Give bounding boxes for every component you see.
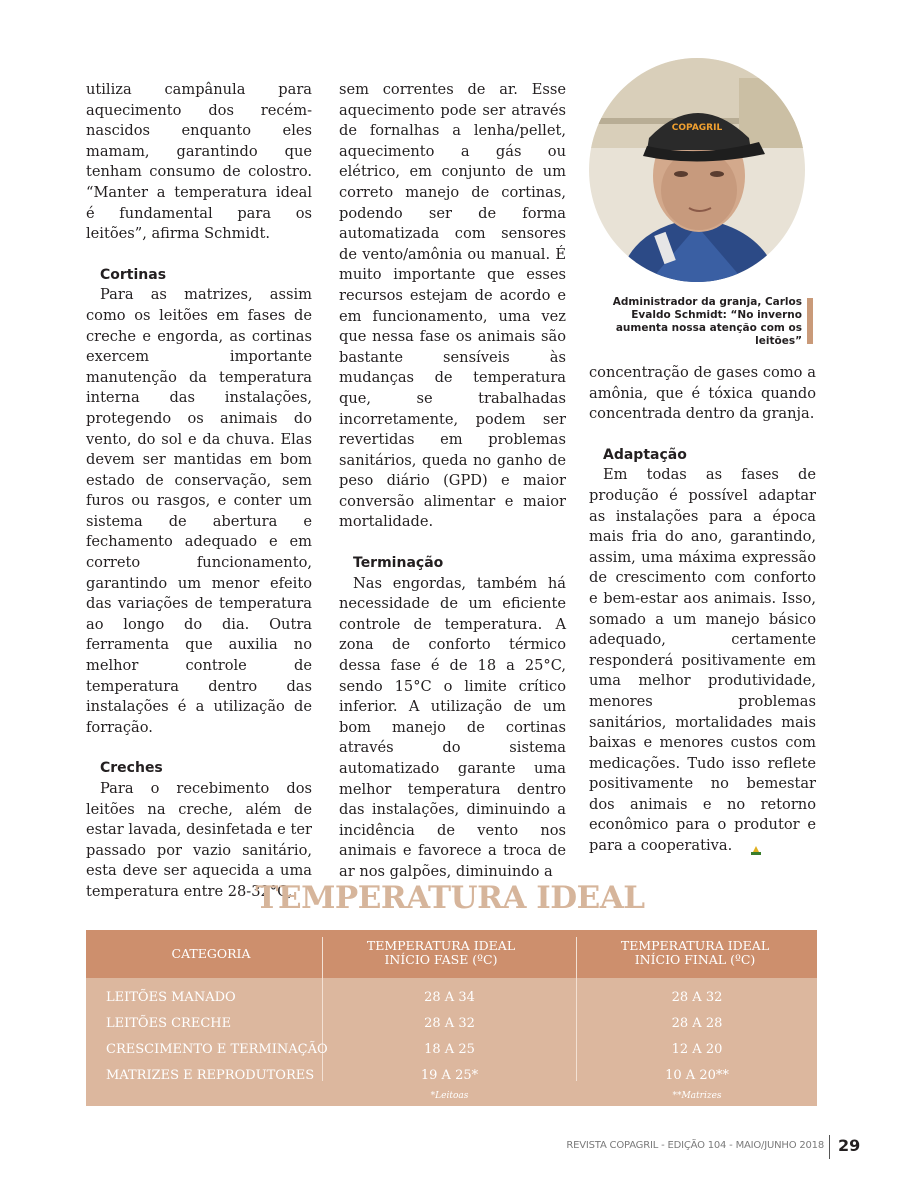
paragraph: sem correntes de ar. Esse aquecimento pode ser através de fornalhas a lenha/pellet, aquecimento a gás ou elétrico, em conjunto de um correto manejo de cortinas, podendo ser de forma automatizada com sensores de vento/amônia ou manual. É muito importante que esses recursos estejam de acordo e em funcionamento, uma vez que nessa fase os animais são bastante sensíveis às mudanças de temperatura que, se trabalhadas incorretamente, podem ser revertidas em problemas sanitários, queda no ganho de peso diário (GPD) e maior conversão alimentar e maior mortalidade. — [339, 81, 566, 531]
header-inicio-fase: TEMPERATURA IDEAL INÍCIO FASE (ºC) — [366, 938, 516, 967]
paragraph: Para o recebimento dos leitões na creche, além de estar lavada, desinfetada e ter passado por vazio sanitário, esta deve ser aquecida a uma temperatura entre 28-32°C, — [86, 780, 312, 900]
row-value: 28 A 28 — [671, 1016, 723, 1031]
page-number: 29 — [838, 1136, 861, 1155]
row-value: 28 A 32 — [671, 990, 723, 1005]
end-of-article-icon — [737, 841, 747, 851]
row-value: 18 A 25 — [424, 1042, 475, 1057]
table-title: TEMPERATURA IDEAL — [255, 880, 645, 916]
cap-logo-text: COPAGRIL — [671, 123, 723, 133]
paragraph: Em todas as fases de produção é possível adaptar as instalações para a época mais fria do ano, garantindo, assim, uma máxima expressão de crescimento com conforto e bem-estar aos animais. Isso, somado a um manejo básico adequado, certamente responderá positivamente em uma melhor produtividade, menores problemas sanitários, mortalidades mais baixas e menores custos com medicações. Tudo isso reflete positivamente no bemestar dos animais e no retorno econômico para o produtor e para a cooperativa. — [589, 466, 816, 855]
row-value: 12 A 20 — [671, 1042, 723, 1057]
caption-accent-bar — [807, 298, 813, 344]
row-value: 10 A 20** — [665, 1068, 729, 1083]
paragraph: concentração de gases como a amônia, que é tóxica quando concentrada dentro da granja. — [589, 364, 816, 423]
column-divider — [322, 937, 323, 1081]
portrait-photo — [589, 58, 805, 282]
row-value: 19 A 25* — [420, 1068, 479, 1083]
header-inicio-final: TEMPERATURA IDEAL INÍCIO FINAL (ºC) — [620, 938, 770, 967]
row-value: 28 A 32 — [424, 1016, 475, 1031]
table-footnote: *Leitoas — [430, 1091, 469, 1101]
column-divider — [576, 937, 577, 1081]
row-value: 28 A 34 — [424, 990, 475, 1005]
section-heading-terminacao: Terminação — [353, 555, 444, 572]
row-label: MATRIZES E REPRODUTORES — [106, 1068, 315, 1083]
photo-caption: Administrador da granja, Carlos Evaldo Schmidt: “No inverno aumenta nossa atenção com os leitões” — [612, 296, 802, 347]
article-column-2 — [339, 80, 566, 883]
section-heading-adaptacao: Adaptação — [603, 446, 687, 463]
header-categoria: CATEGORIA — [171, 946, 251, 961]
paragraph: utiliza campânula para aquecimento dos recém-nascidos enquanto eles mamam, garantindo que tenham consumo de colostro. “Manter a temperatura ideal é fundamental para os leitões”, afirma Schmidt. — [86, 81, 312, 243]
paragraph: Nas engordas, também há necessidade de um eficiente controle de temperatura. A zona de conforto térmico dessa fase é de 18 a 25°C, sendo 15°C o limite crítico inferior. A utilização de um bom manejo de cortinas através do sistema automatizado garante uma melhor temperatura dentro das instalações, diminuindo a incidência de vento nos animais e favorece a troca de ar nos galpões, diminuindo a — [339, 574, 566, 880]
article-column-1 — [86, 80, 312, 903]
magazine-footer: REVISTA COPAGRIL - EDIÇÃO 104 - MAIO/JUNHO 2018 — [566, 1140, 824, 1151]
row-label: LEITÕES MANADO — [106, 990, 236, 1005]
footer-divider — [829, 1135, 830, 1159]
temperature-table — [86, 930, 817, 1106]
paragraph: Para as matrizes, assim como os leitões em fases de creche e engorda, as cortinas exercem importante manutenção da temperatura interna das instalações, protegendo os animais do vento, do sol e da chuva. Elas devem ser mantidas em bom estado de conservação, sem furos ou rasgos, e conter um sistema de abertura e fechamento adequado e em correto funcionamento, garantindo um menor efeito das variações de temperatura ao longo do dia. Outra ferramenta que auxilia no melhor controle de temperatura dentro das instalações é a utilização de forração. — [86, 286, 312, 736]
section-heading-creches: Creches — [100, 760, 163, 777]
section-heading-cortinas: Cortinas — [100, 266, 167, 283]
article-column-3 — [589, 363, 816, 857]
portrait-illustration — [589, 58, 805, 282]
table-footnote: **Matrizes — [672, 1091, 722, 1101]
row-label: CRESCIMENTO E TERMINAÇÃO — [106, 1042, 328, 1057]
row-label: LEITÕES CRECHE — [106, 1016, 232, 1031]
